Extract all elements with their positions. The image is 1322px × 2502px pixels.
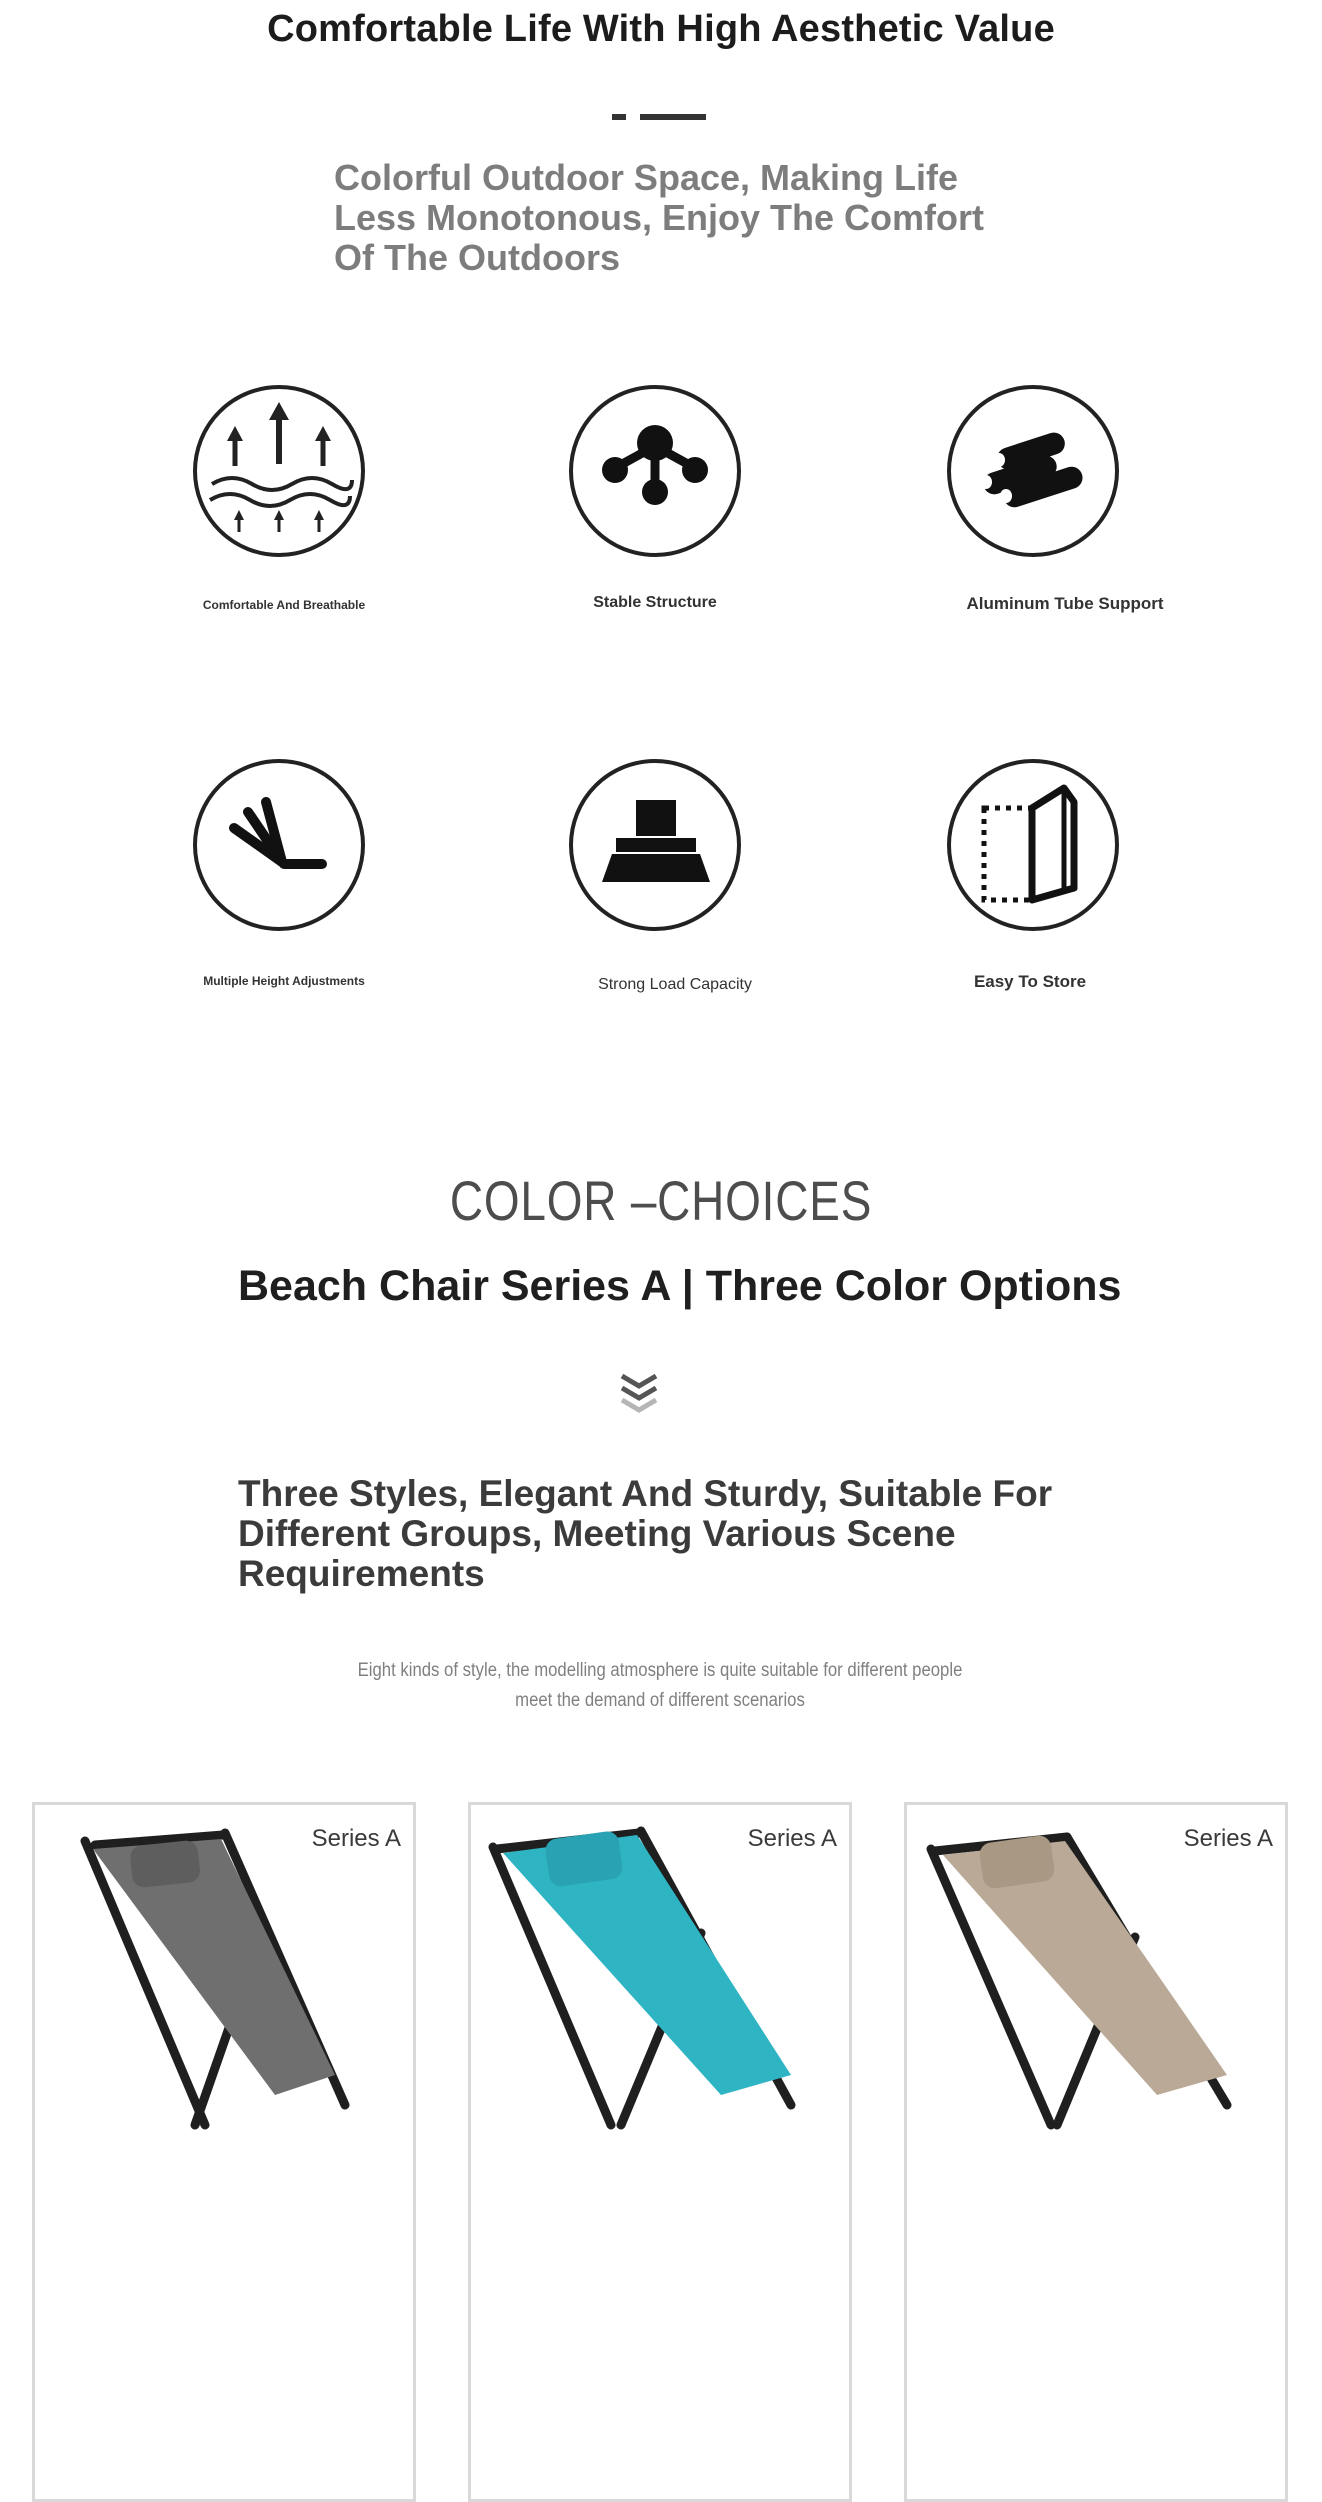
feature-label-aluminum: Aluminum Tube Support bbox=[966, 594, 1164, 613]
chair-image-beige bbox=[907, 1805, 1288, 2502]
chair-image-gray bbox=[35, 1805, 416, 2502]
card-series-label: Series A bbox=[311, 1825, 401, 1852]
title-divider-long bbox=[640, 114, 706, 120]
hero-subtitle-line: Colorful Outdoor Space, Making Life bbox=[334, 157, 959, 198]
title-divider-short bbox=[612, 114, 626, 120]
feature-label-breathable: Comfortable And Breathable bbox=[202, 598, 366, 612]
product-card-teal[interactable] bbox=[468, 1802, 852, 2502]
hero-subtitle bbox=[334, 158, 1034, 278]
caption-line: Eight kinds of style, the modelling atmosphere is quite suitable for different people bbox=[357, 1660, 963, 1681]
series-title: Beach Chair Series A | Three Color Options bbox=[238, 1262, 1122, 1310]
feature-label-height: Multiple Height Adjustments bbox=[203, 974, 365, 988]
feature-label-load: Strong Load Capacity bbox=[598, 976, 752, 993]
feature-label-store: Easy To Store bbox=[973, 972, 1087, 991]
hero-subtitle-line: Of The Outdoors bbox=[334, 237, 620, 278]
network-nodes-icon bbox=[568, 384, 742, 558]
breathable-arrows-icon bbox=[192, 384, 366, 558]
card-series-label: Series A bbox=[1183, 1825, 1273, 1852]
chair-image-teal bbox=[471, 1805, 852, 2502]
page-title: Comfortable Life With High Aesthetic Value bbox=[267, 8, 1055, 50]
weight-icon bbox=[568, 758, 742, 932]
tubes-icon bbox=[946, 384, 1120, 558]
color-choices-heading: COLOR –CHOICES bbox=[449, 1169, 873, 1232]
folding-icon bbox=[946, 758, 1120, 932]
styles-description bbox=[238, 1474, 1078, 1594]
product-card-gray[interactable] bbox=[32, 1802, 416, 2502]
styles-line: Three Styles, Elegant And Sturdy, Suitable For bbox=[238, 1473, 1053, 1514]
hero-subtitle-line: Less Monotonous, Enjoy The Comfort bbox=[334, 197, 984, 238]
styles-caption bbox=[299, 1656, 1021, 1716]
feature-label-stable: Stable Structure bbox=[593, 594, 717, 611]
chevron-down-icon bbox=[620, 1372, 658, 1422]
recline-angles-icon bbox=[192, 758, 366, 932]
styles-line: Requirements bbox=[238, 1553, 485, 1594]
caption-line: meet the demand of different scenarios bbox=[515, 1690, 805, 1711]
card-series-label: Series A bbox=[747, 1825, 837, 1852]
styles-line: Different Groups, Meeting Various Scene bbox=[238, 1513, 956, 1554]
product-card-beige[interactable] bbox=[904, 1802, 1288, 2502]
